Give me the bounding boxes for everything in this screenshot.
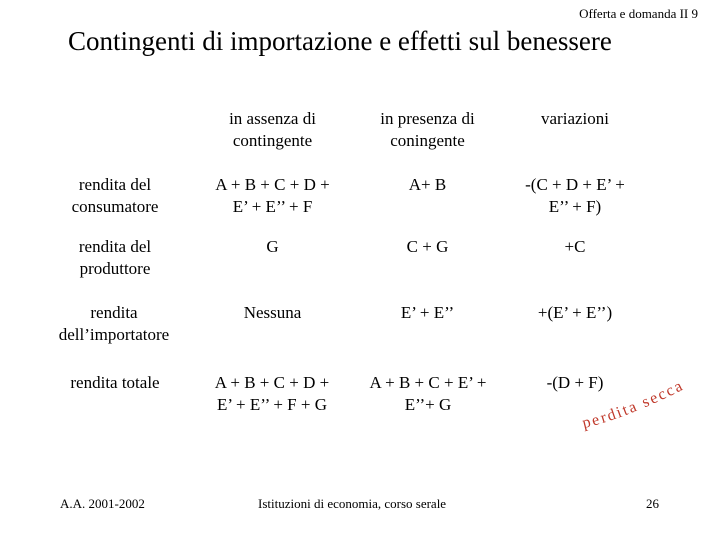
cell-produttore-presenza bbox=[355, 236, 500, 258]
row-label-line: rendita bbox=[90, 303, 138, 322]
row-label-consumatore bbox=[40, 174, 190, 218]
cell-line: -(C + D + E’ + bbox=[525, 175, 625, 194]
perdita-secca-text bbox=[581, 377, 687, 432]
header-note: Offerta e domanda II 9 bbox=[579, 6, 698, 21]
cell-produttore-variazioni bbox=[505, 236, 645, 258]
row-label-line: rendita del bbox=[78, 237, 152, 256]
column-header-line: variazioni bbox=[541, 109, 609, 128]
column-header-line: coningente bbox=[390, 131, 465, 150]
cell-line: A + B + C + D + bbox=[214, 373, 330, 392]
row-label-line: rendita totale bbox=[70, 373, 160, 392]
cell-totale-assenza bbox=[196, 372, 348, 416]
column-header-line: contingente bbox=[232, 131, 313, 150]
cell-line: C + G bbox=[406, 237, 449, 256]
cell-line: E’ + E’’ bbox=[400, 303, 455, 322]
column-header-variazioni bbox=[505, 108, 645, 130]
row-label-line: dell’importatore bbox=[58, 325, 170, 344]
cell-consumatore-variazioni bbox=[505, 174, 645, 218]
row-label-line: consumatore bbox=[71, 197, 159, 216]
row-label-totale bbox=[40, 372, 190, 394]
footer-academic-year: A.A. 2001-2002 bbox=[60, 496, 145, 511]
cell-consumatore-presenza bbox=[355, 174, 500, 196]
cell-importatore-variazioni bbox=[505, 302, 645, 324]
cell-line: A + B + C + E’ + bbox=[369, 373, 487, 392]
row-label-line: rendita del bbox=[78, 175, 152, 194]
perdita-secca-curve bbox=[578, 376, 698, 440]
cell-line: E’’ + F) bbox=[548, 197, 602, 216]
footer-course: Istituzioni di economia, corso serale bbox=[258, 496, 447, 511]
row-label-produttore bbox=[40, 236, 190, 280]
cell-importatore-assenza bbox=[200, 302, 345, 324]
cell-line: +(E’ + E’’) bbox=[537, 303, 613, 322]
cell-line: E’ + E’’ + F + G bbox=[217, 395, 327, 414]
cell-consumatore-assenza bbox=[200, 174, 345, 218]
cell-line: -(D + F) bbox=[546, 373, 604, 392]
cell-line: E’’+ G bbox=[404, 395, 452, 414]
slide-title: Contingenti di importazione e effetti sul benessere bbox=[68, 26, 612, 56]
cell-line: G bbox=[266, 237, 279, 256]
footer-page-number: 26 bbox=[646, 496, 659, 511]
cell-line: A + B + C + D + bbox=[215, 175, 330, 194]
cell-line: E’ + E’’ + F bbox=[232, 197, 313, 216]
cell-produttore-assenza bbox=[200, 236, 345, 258]
perdita-secca-textpath: perdita secca bbox=[580, 376, 687, 432]
cell-line: +C bbox=[564, 237, 586, 256]
cell-importatore-presenza bbox=[355, 302, 500, 324]
column-header-line: in assenza di bbox=[229, 109, 316, 128]
column-header-presenza bbox=[355, 108, 500, 152]
column-header-line: in presenza di bbox=[380, 109, 475, 128]
perdita-secca-annotation bbox=[578, 376, 698, 440]
cell-line: A+ B bbox=[408, 175, 447, 194]
cell-totale-presenza bbox=[352, 372, 504, 416]
column-header-assenza bbox=[200, 108, 345, 152]
row-label-importatore bbox=[38, 302, 190, 346]
cell-line: Nessuna bbox=[243, 303, 302, 322]
row-label-line: produttore bbox=[79, 259, 151, 278]
